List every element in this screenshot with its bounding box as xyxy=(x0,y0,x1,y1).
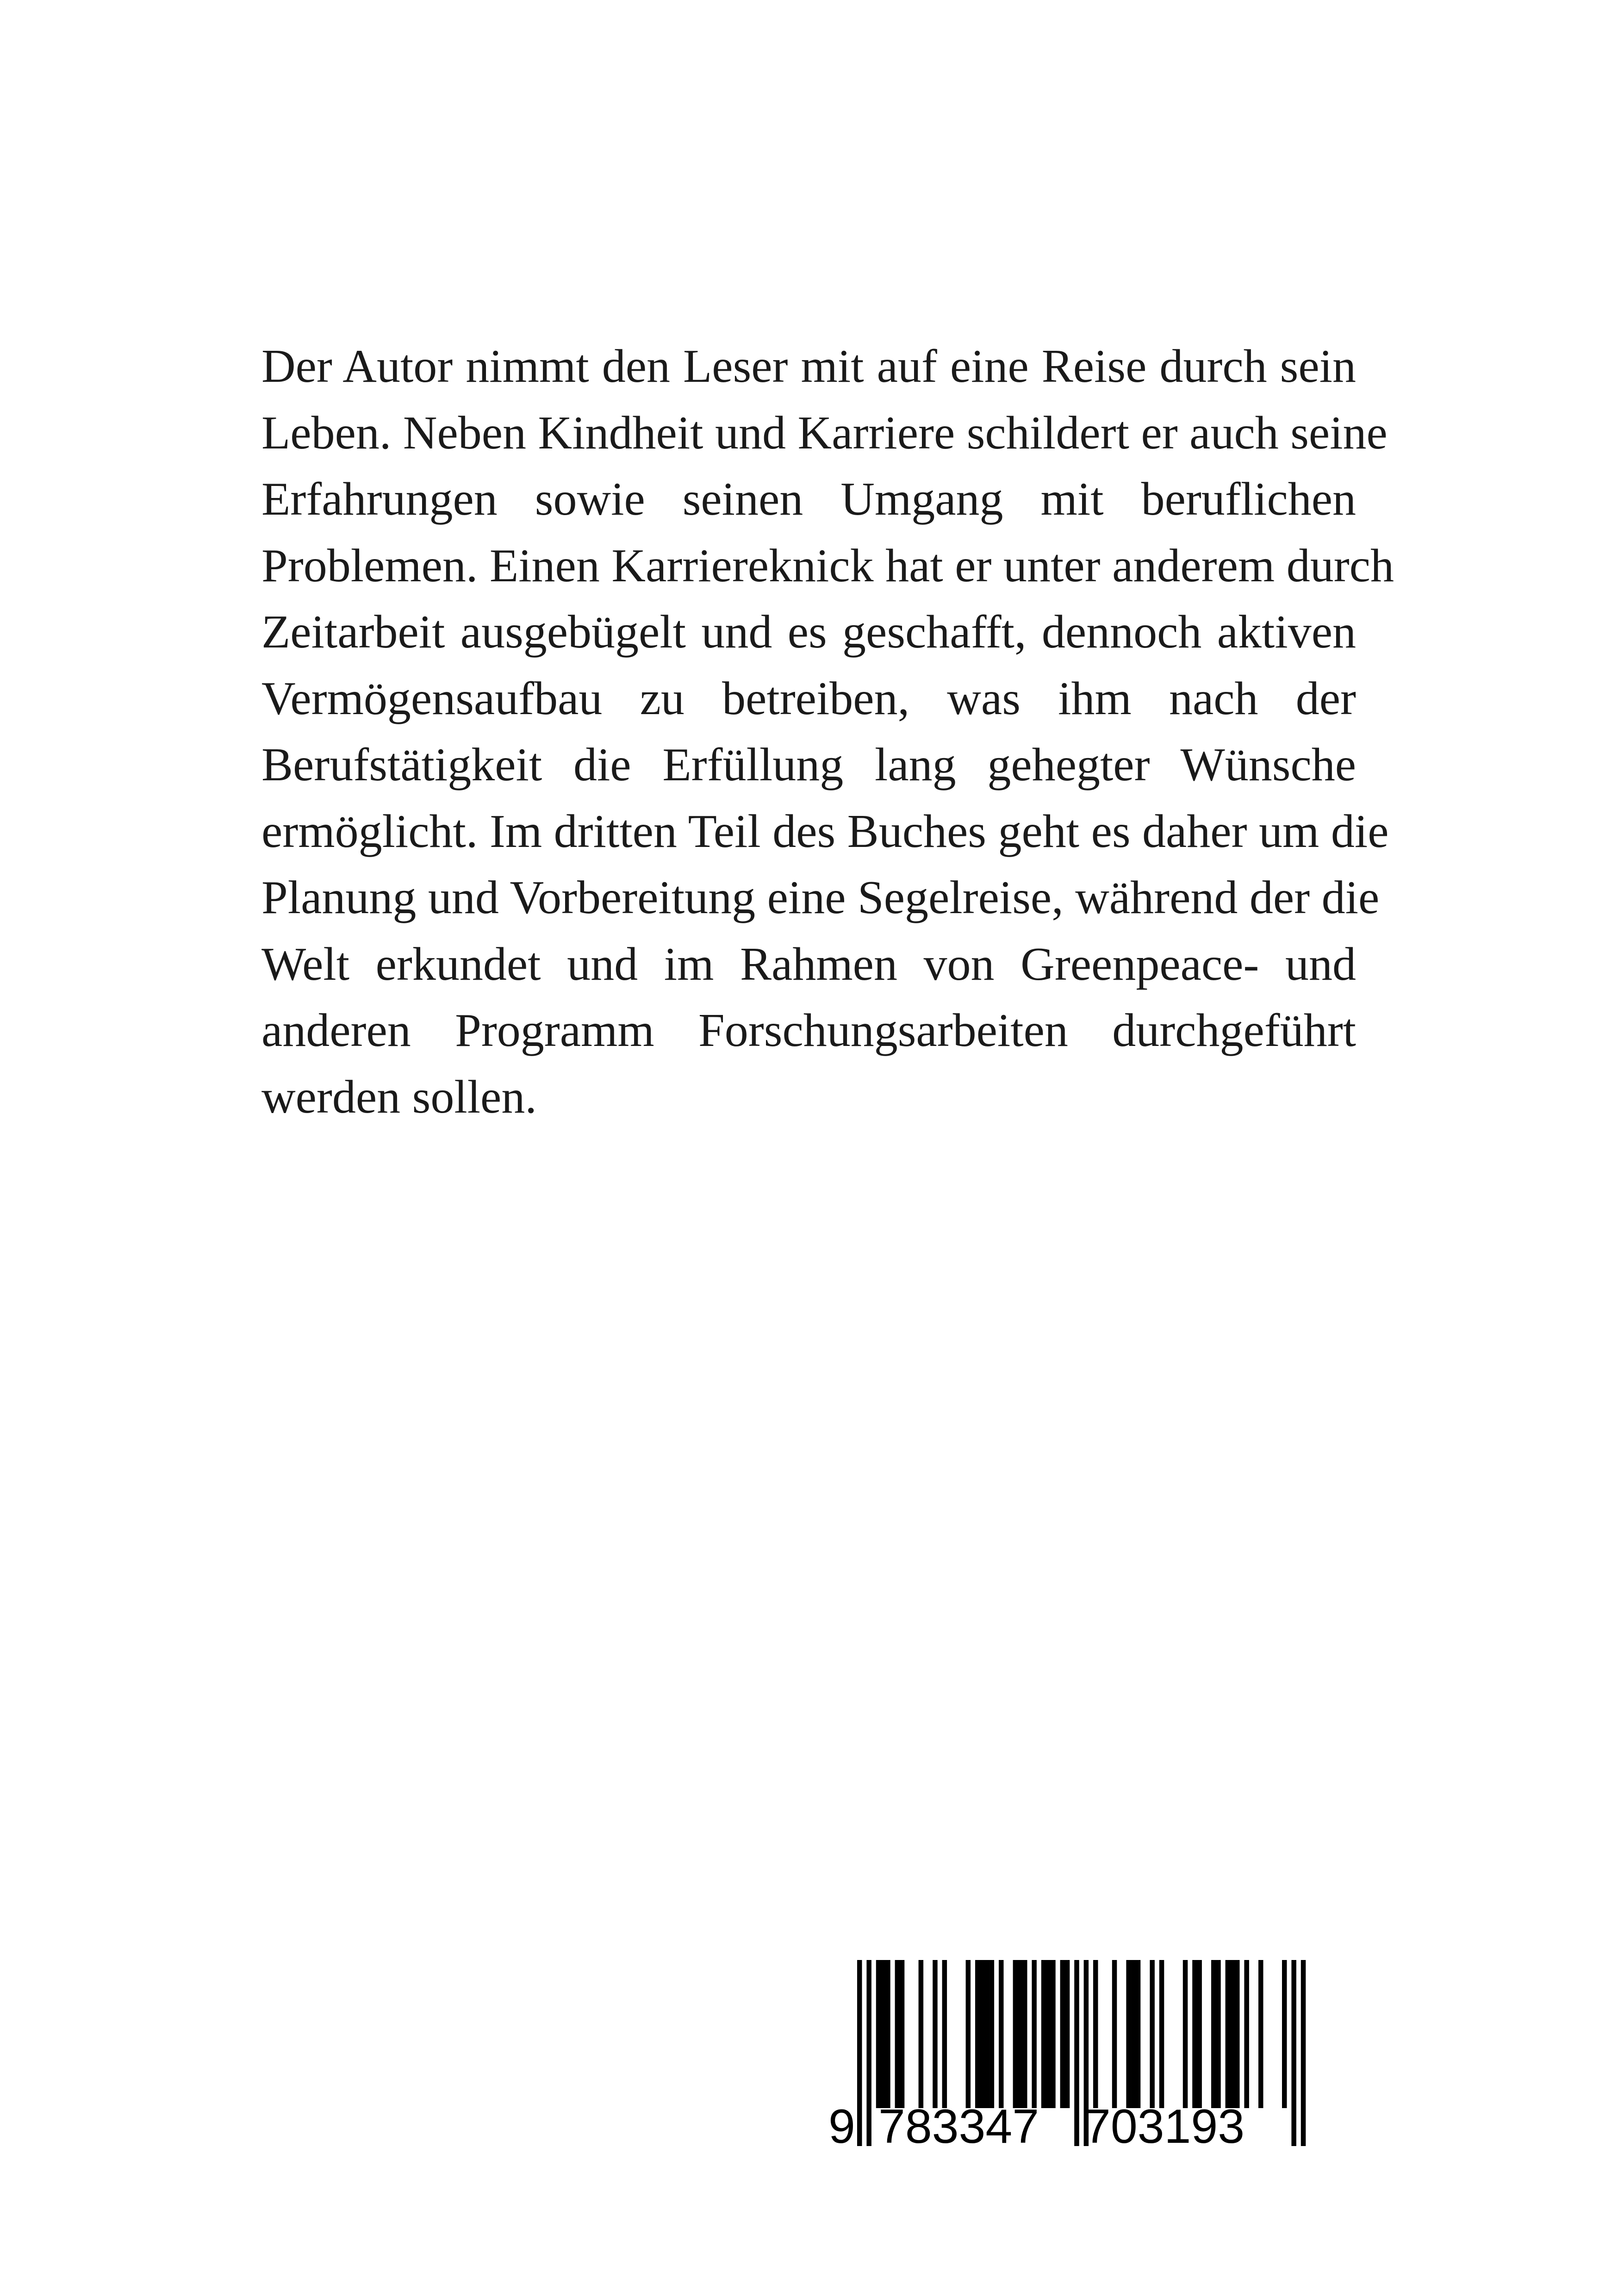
blurb-line: Der Autor nimmt den Leser mit auf eine Reise durch sein xyxy=(261,340,1356,392)
barcode-bar xyxy=(975,1960,980,2108)
barcode-bar xyxy=(895,1960,900,2108)
barcode-bar xyxy=(980,1960,985,2108)
barcode-bar xyxy=(989,1960,995,2108)
barcode-bar xyxy=(1216,1960,1221,2108)
barcode-bar xyxy=(1301,1960,1306,2146)
barcode-bar xyxy=(1126,1960,1131,2108)
barcode-bar xyxy=(984,1960,989,2108)
barcode-bar xyxy=(966,1960,971,2108)
barcode-bar xyxy=(1226,1960,1231,2108)
barcode-bar xyxy=(1183,1960,1188,2108)
barcode-bar xyxy=(885,1960,890,2108)
barcode-bar xyxy=(1230,1960,1235,2108)
barcode-bar xyxy=(1136,1960,1141,2108)
barcode-bar xyxy=(1282,1960,1287,2108)
barcode-bar xyxy=(1291,1960,1296,2146)
barcode-bar xyxy=(1022,1960,1027,2108)
barcode-bar xyxy=(881,1960,886,2108)
barcode-bar xyxy=(1244,1960,1249,2108)
barcode-bar xyxy=(1074,1960,1079,2146)
barcode-bar xyxy=(1093,1960,1098,2108)
barcode-bar xyxy=(942,1960,947,2108)
barcode-bar xyxy=(1235,1960,1240,2108)
isbn-barcode xyxy=(819,1960,1342,2150)
blurb-text xyxy=(261,333,1394,1130)
blurb-line: Berufstätigkeit die Erfüllung lang gehegter Wünsche xyxy=(261,739,1356,791)
barcode-digit-prefix: 9 xyxy=(828,2100,855,2150)
blurb-line: werden sollen. xyxy=(261,1070,537,1123)
barcode-bar xyxy=(866,1960,871,2146)
barcode-bar xyxy=(1051,1960,1056,2108)
barcode-bar xyxy=(900,1960,905,2108)
barcode-bar xyxy=(1060,1960,1065,2108)
barcode-bar xyxy=(876,1960,881,2108)
barcode-bar xyxy=(1041,1960,1046,2108)
barcode-bar xyxy=(1065,1960,1070,2108)
barcode-bar xyxy=(1018,1960,1023,2108)
barcode-bar xyxy=(1046,1960,1051,2108)
barcode-bar xyxy=(1192,1960,1197,2108)
barcode-graphic xyxy=(819,1960,1342,2150)
blurb-line: anderen Programm Forschungsarbeiten durchgeführt xyxy=(261,1004,1356,1057)
barcode-bar xyxy=(1013,1960,1018,2108)
barcode-bar xyxy=(1112,1960,1117,2108)
blurb-line: Vermögensaufbau zu betreiben, was ihm nach der xyxy=(261,672,1356,725)
barcode-bar xyxy=(1150,1960,1155,2108)
barcode-bar xyxy=(1032,1960,1037,2108)
barcode-bar xyxy=(933,1960,938,2108)
barcode-bar xyxy=(999,1960,1004,2108)
barcode-bar xyxy=(919,1960,924,2108)
barcode-digits-right: 703193 xyxy=(1084,2100,1245,2150)
barcode-bar xyxy=(1258,1960,1263,2108)
blurb-line: ermöglicht. Im dritten Teil des Buches geht es daher um die xyxy=(261,805,1389,858)
blurb-line: Planung und Vorbereitung eine Segelreise, während der die xyxy=(261,871,1380,924)
barcode-digits-left: 783347 xyxy=(878,2100,1039,2150)
barcode-bar xyxy=(1211,1960,1216,2108)
barcode-bar xyxy=(1197,1960,1202,2108)
blurb-line: Problemen. Einen Karriereknick hat er unter anderem durch xyxy=(261,539,1394,592)
blurb-line: Erfahrungen sowie seinen Umgang mit beruflichen xyxy=(261,473,1356,525)
blurb-line: Leben. Neben Kindheit und Karriere schildert er auch seine xyxy=(261,406,1388,459)
blurb-line: Zeitarbeit ausgebügelt und es geschafft, dennoch aktiven xyxy=(261,606,1356,658)
barcode-bar xyxy=(1131,1960,1136,2108)
barcode-bar xyxy=(1159,1960,1164,2108)
barcode-bar xyxy=(857,1960,862,2146)
blurb-line: Welt erkundet und im Rahmen von Greenpeace- und xyxy=(261,938,1356,990)
